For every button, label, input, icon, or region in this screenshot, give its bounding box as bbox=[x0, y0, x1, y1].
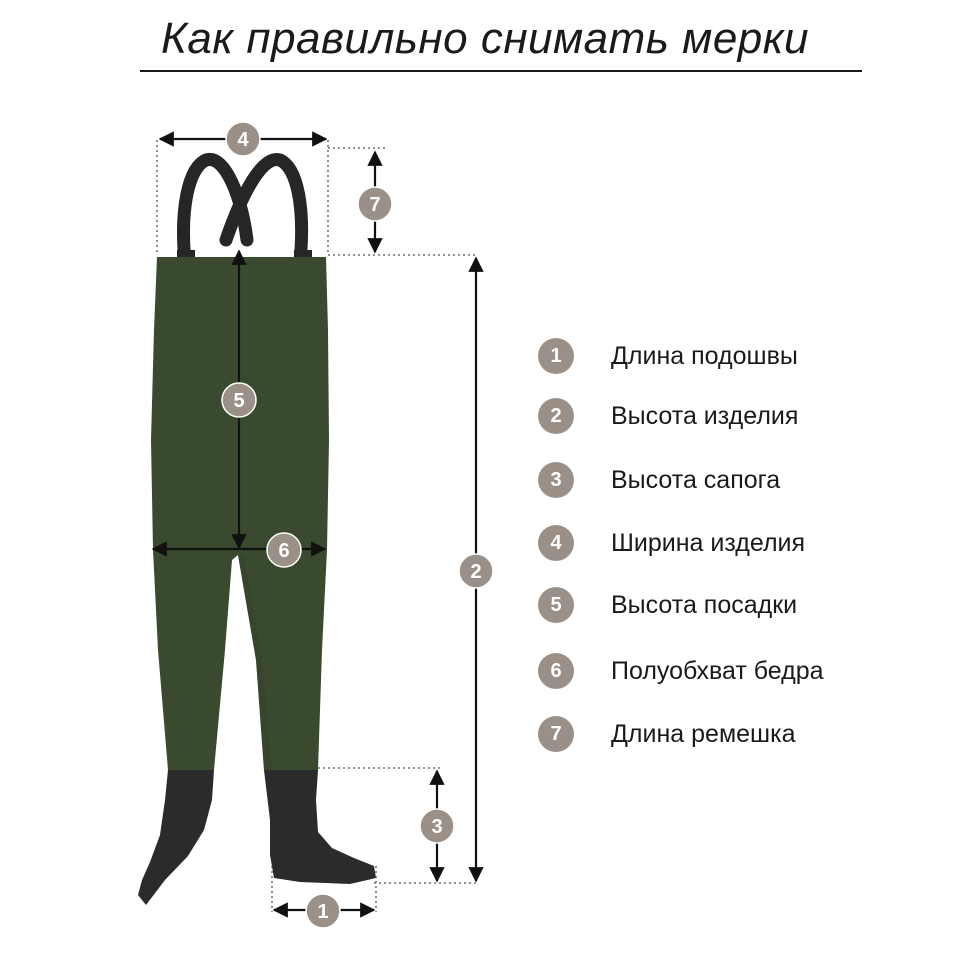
legend-item bbox=[538, 398, 798, 434]
legend-number-badge: 3 bbox=[538, 462, 574, 498]
legend-item bbox=[538, 525, 805, 561]
legend-number-badge: 6 bbox=[538, 653, 574, 689]
legend-number-badge: 7 bbox=[538, 716, 574, 752]
legend-label: Высота посадки bbox=[611, 590, 798, 619]
legend-number-badge: 1 bbox=[538, 338, 574, 374]
svg-text:7: 7 bbox=[369, 194, 381, 216]
wader-straps bbox=[184, 159, 302, 262]
legend-label: Полуобхват бедра bbox=[611, 656, 824, 685]
boot-left bbox=[138, 770, 214, 905]
legend-label: Длина подошвы bbox=[611, 341, 798, 370]
diagram-badge-2 bbox=[459, 554, 493, 588]
diagram-badge-4 bbox=[226, 122, 260, 156]
legend-label: Высота сапога bbox=[611, 465, 781, 494]
legend-item bbox=[538, 653, 824, 689]
legend-label: Ширина изделия bbox=[611, 528, 806, 557]
diagram-badge-1 bbox=[306, 894, 340, 928]
svg-text:2: 2 bbox=[470, 561, 482, 583]
diagram-badge-3 bbox=[420, 809, 454, 843]
svg-text:5: 5 bbox=[233, 390, 245, 412]
svg-text:6: 6 bbox=[278, 540, 290, 562]
legend-number-badge: 2 bbox=[538, 398, 574, 434]
legend-item bbox=[538, 587, 797, 623]
boot-right bbox=[264, 770, 376, 884]
legend-label: Высота изделия bbox=[611, 401, 799, 430]
legend-item bbox=[538, 462, 780, 498]
diagram-badge-5 bbox=[222, 383, 256, 417]
diagram-badge-6 bbox=[267, 533, 301, 567]
legend-label: Длина ремешка bbox=[611, 719, 796, 748]
diagram-badge-7 bbox=[358, 187, 392, 221]
page-title: Как правильно снимать мерки bbox=[160, 14, 810, 63]
svg-text:4: 4 bbox=[237, 129, 249, 151]
svg-text:1: 1 bbox=[317, 901, 329, 923]
legend-item bbox=[538, 338, 798, 374]
legend-number-badge: 4 bbox=[538, 525, 574, 561]
svg-text:3: 3 bbox=[431, 816, 443, 838]
legend-item bbox=[538, 716, 796, 752]
legend-number-badge: 5 bbox=[538, 587, 574, 623]
